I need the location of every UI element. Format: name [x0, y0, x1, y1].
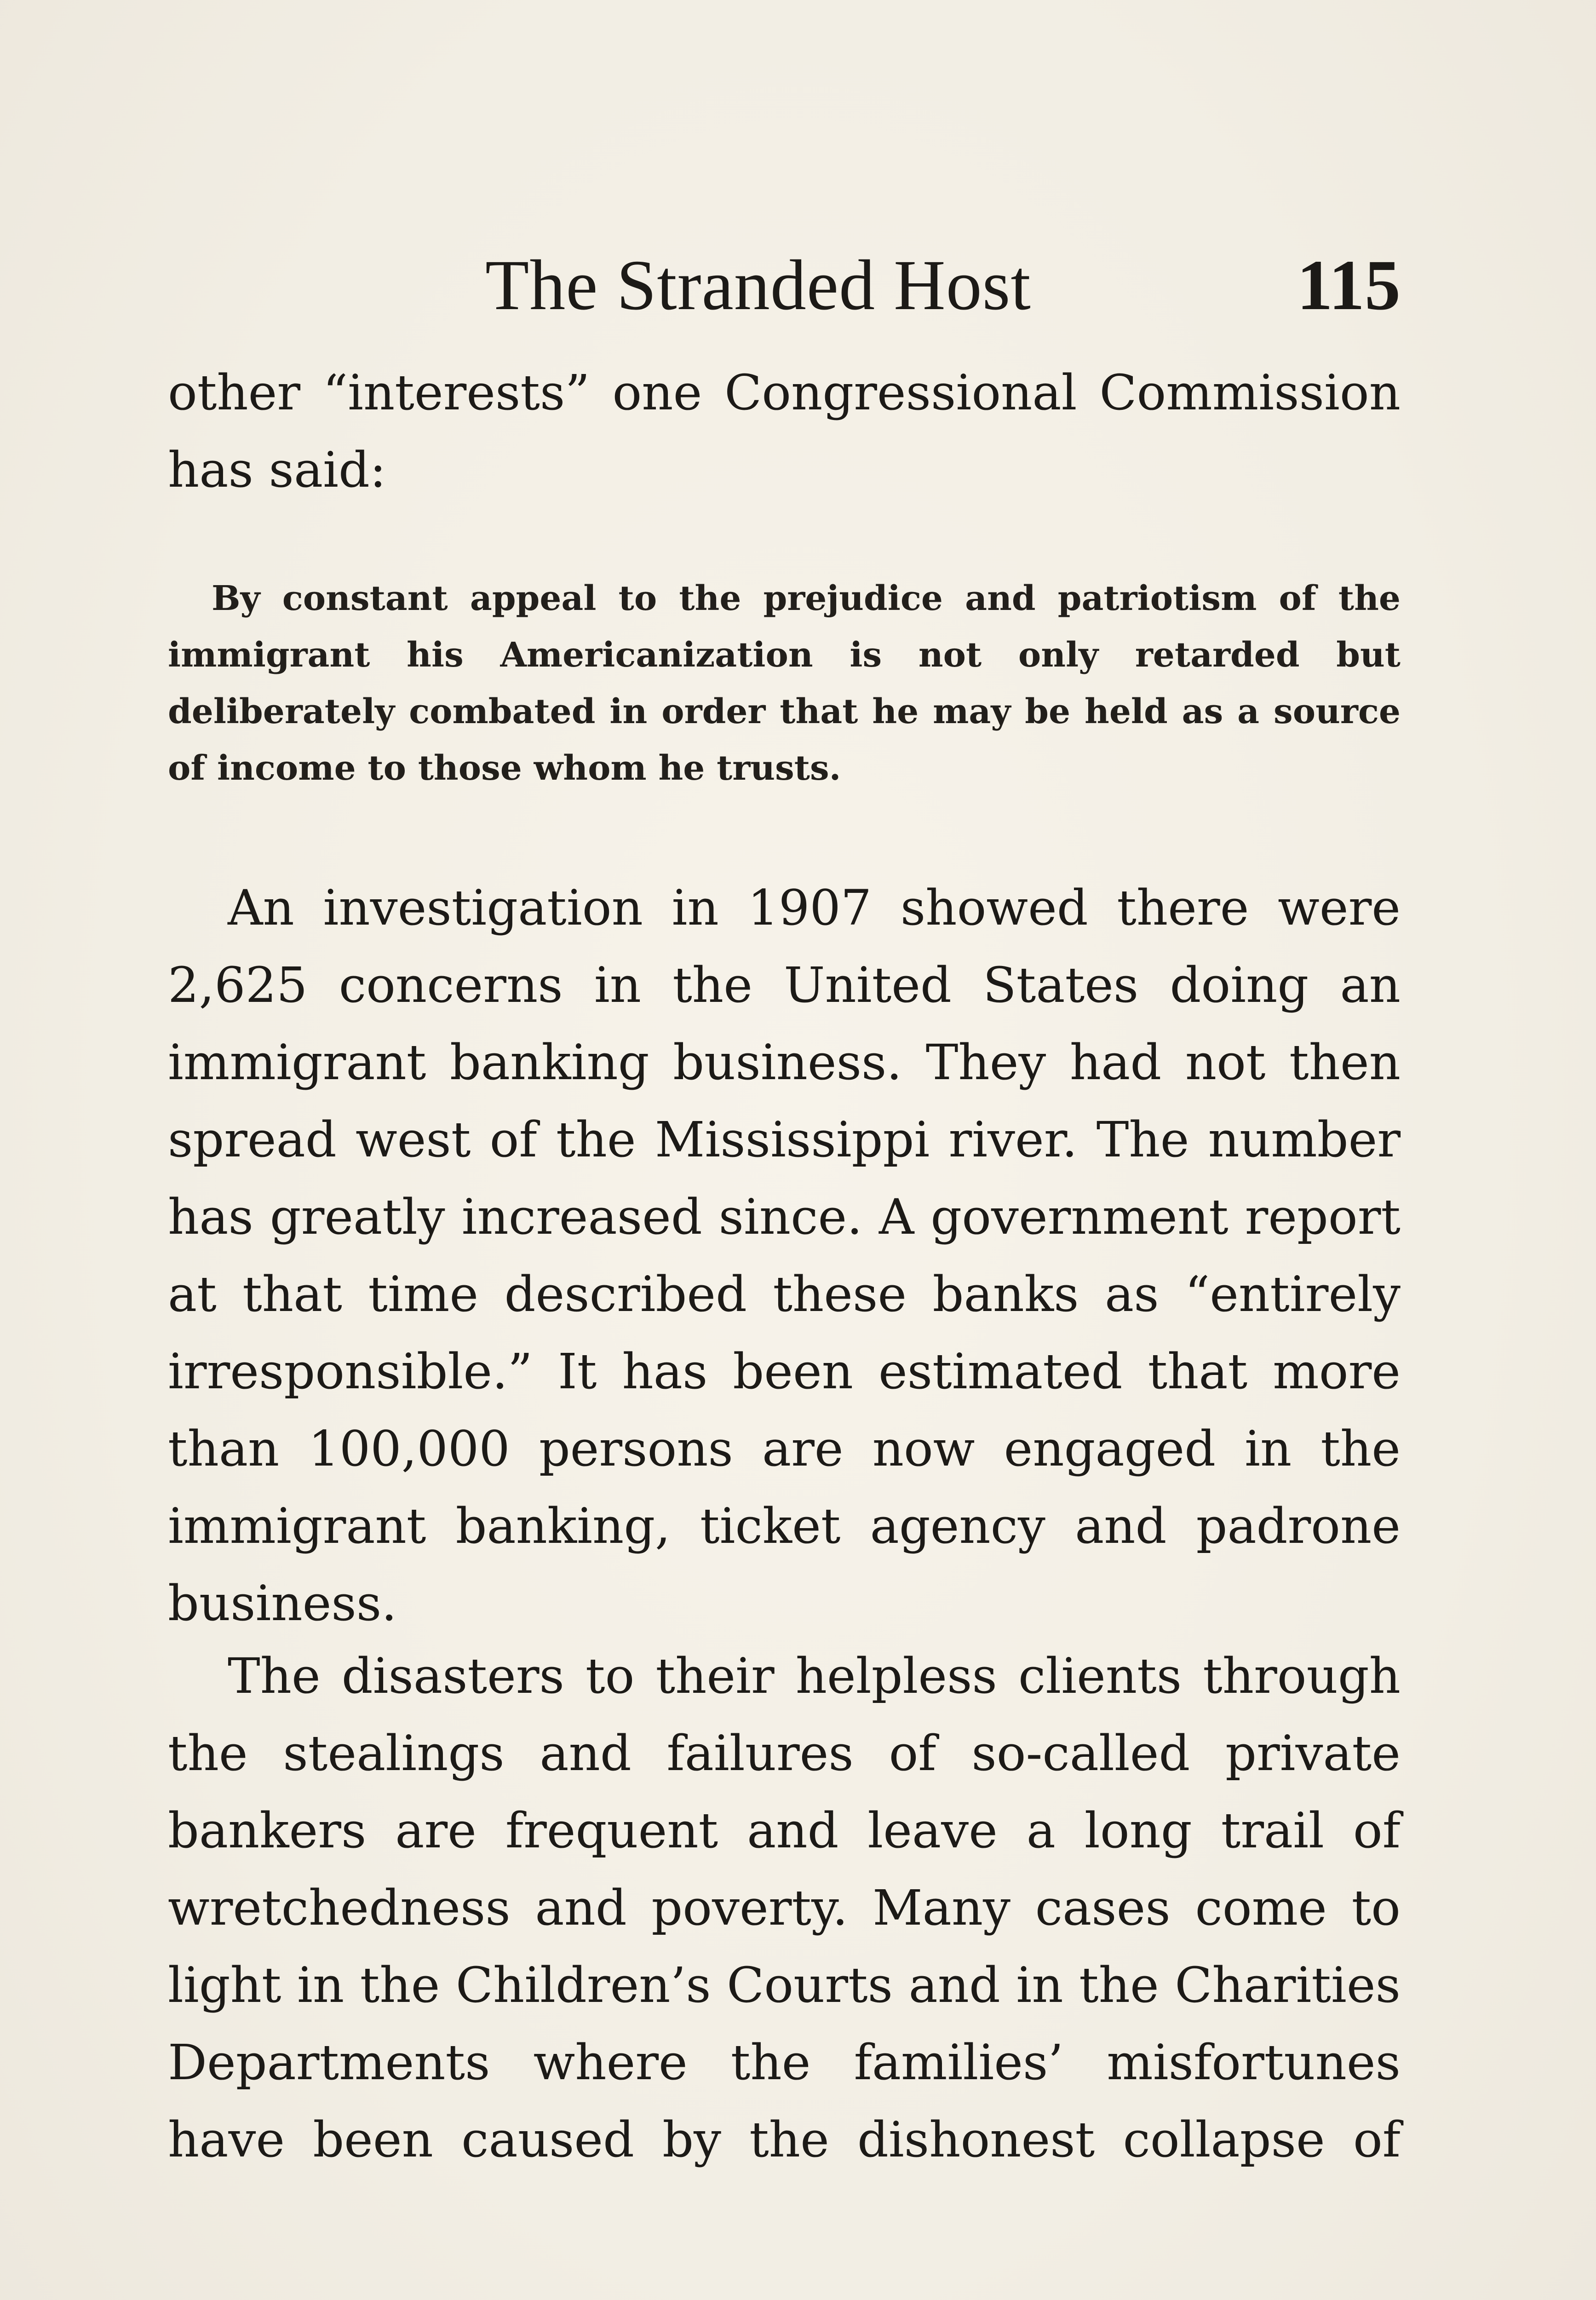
page-header	[168, 244, 1401, 327]
disasters-paragraph: The disasters to their helpless clients through the stealings and failures of so-called private bankers are frequent and leave a long trail of wretchedness and poverty. Many cases come to light in the Children’s Courts and in the Charities Departments where the families’ misfortunes have been caused by the dishonest collapse of	[168, 1648, 1401, 2168]
running-title: The Stranded Host	[485, 245, 1031, 325]
block-quote: By constant appeal to the prejudice and patriotism of the immigrant his Americanization is not only retarded but deliberately combated in order that he may be held as a source of income to those whom he trusts.	[168, 579, 1401, 788]
investigation-paragraph: An investigation in 1907 showed there were 2,625 concerns in the United States doing an immigrant banking business. They had not then spread west of the Mississippi river. The number has greatly increased since. A government report at that time described these banks as “entirely irresponsible.” It has been estimated that more than 100,000 persons are now engaged in the immigrant banking, ticket agency and padrone business.	[168, 880, 1401, 1632]
page-number: 115	[1297, 245, 1401, 325]
intro-paragraph: other “interests” one Congressional Commission has said:	[168, 364, 1401, 498]
